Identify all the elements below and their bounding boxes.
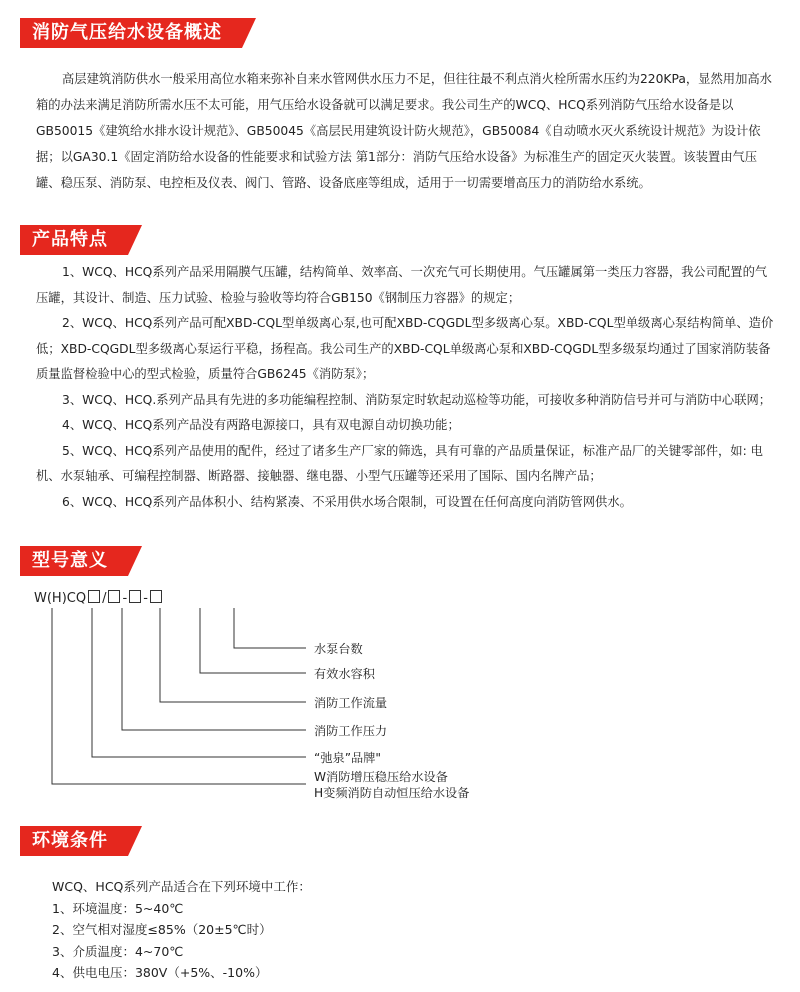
feature-item: 4、WCQ、HCQ系列产品没有两路电源接口，具有双电源自动切换功能； — [62, 418, 460, 432]
environment-item: 4、供电电压：380V（+5%、-10%） — [52, 965, 268, 980]
connector-line — [160, 608, 306, 702]
environment-item: 2、空气相对湿度≤85%（20±5℃时） — [52, 922, 272, 937]
model-label: H变频消防自动恒压给水设备 — [314, 786, 470, 800]
connector-line — [234, 608, 306, 648]
code-separator: / — [102, 591, 107, 606]
feature-item: 1、WCQ、HCQ系列产品采用隔膜气压罐，结构简单、效率高、一次充气可长期使用。气压罐属第一类压力容器，我公司配置的气压罐，其设计、制造、压力试验、检验与验收等均符合GB150《钢制压力容器》的规定； — [36, 265, 768, 305]
connector-line — [200, 608, 306, 673]
section-title-features: 产品特点 — [20, 225, 128, 255]
connector-line — [52, 608, 306, 784]
model-code-prefix: W(H)CQ — [34, 591, 87, 606]
code-separator: - — [122, 591, 128, 606]
model-label: 消防工作流量 — [314, 696, 388, 710]
environment-list — [52, 876, 652, 984]
overview-paragraph — [36, 66, 776, 196]
connector-line — [92, 608, 306, 757]
environment-item: 1、环境温度：5~40℃ — [52, 900, 184, 916]
environment-item: 3、介质温度：4~70℃ — [52, 943, 184, 959]
environment-intro: WCQ、HCQ系列产品适合在下列环境中工作： — [52, 879, 311, 894]
model-label: W消防增压稳压给水设备 — [314, 770, 448, 784]
feature-item: 2、WCQ、HCQ系列产品可配XBD-CQL型单级离心泵,也可配XBD-CQGDL型多级离心泵。XBD-CQL型单级离心泵结构简单、造价低；XBD-CQGDL型多级离心泵运行平稳，扬程高。我公司生产的XBD-CQL单级离心泵和XBD-CQGDL型多级泵均通过了国家消防装备质量监督检验中心的型式检验，质量符合GB6245《消防泵》； — [36, 316, 774, 381]
section-title-environment: 环境条件 — [20, 826, 128, 856]
feature-item: 5、WCQ、HCQ系列产品使用的配件，经过了诸多生产厂家的筛选，具有可靠的产品质量保证，标准产品厂的关键零部件，如: 电机、水泵轴承、可编程控制器、断路器、接触器、继电器、小型气压罐等还采用了国际、国内名牌产品； — [36, 443, 763, 483]
features-list — [36, 260, 776, 515]
model-label: 水泵台数 — [314, 642, 363, 656]
model-label: “弛泉”品牌" — [314, 751, 381, 765]
model-label: 有效水容积 — [314, 667, 375, 681]
overview-text: 高层建筑消防供水一般采用高位水箱来弥补自来水管网供水压力不足，但往往最不利点消火栓所需水压约为220KPa，显然用加高水箱的办法来满足消防所需水压不太可能，用气压给水设备就可以满足要求。我公司生产的WCQ、HCQ系列消防气压给水设备是以GB50015《建筑给水排水设计规范》、GB50045《高层民用建筑设计防火规范》，GB50084《自动喷水灭火系统设计规范》为设计依据；以GA30.1《固定消防给水设备的性能要求和试验方法 第1部分：消防气压给水设备》为标准生产的固定灭火装置。该装置由气压罐、稳压泵、消防泵、电控柜及仪表、阀门、管路、设备底座等组成，适用于一切需要增高压力的消防给水系统。 — [36, 72, 772, 190]
code-separator: - — [143, 591, 148, 606]
feature-item: 6、WCQ、HCQ系列产品体积小、结构紧凑、不采用供水场合限制，可设置在任何高度向消防管网供水。 — [62, 494, 632, 509]
section-title-overview: 消防气压给水设备概述 — [20, 18, 242, 48]
connector-line — [122, 608, 306, 730]
feature-item: 3、WCQ、HCQ.系列产品具有先进的多功能编程控制、消防泵定时软起动巡检等功能，可接收多种消防信号并可与消防中心联网； — [62, 392, 772, 407]
model-diagram — [34, 590, 594, 810]
model-label: 消防工作压力 — [314, 724, 388, 738]
section-title-model: 型号意义 — [20, 546, 128, 576]
